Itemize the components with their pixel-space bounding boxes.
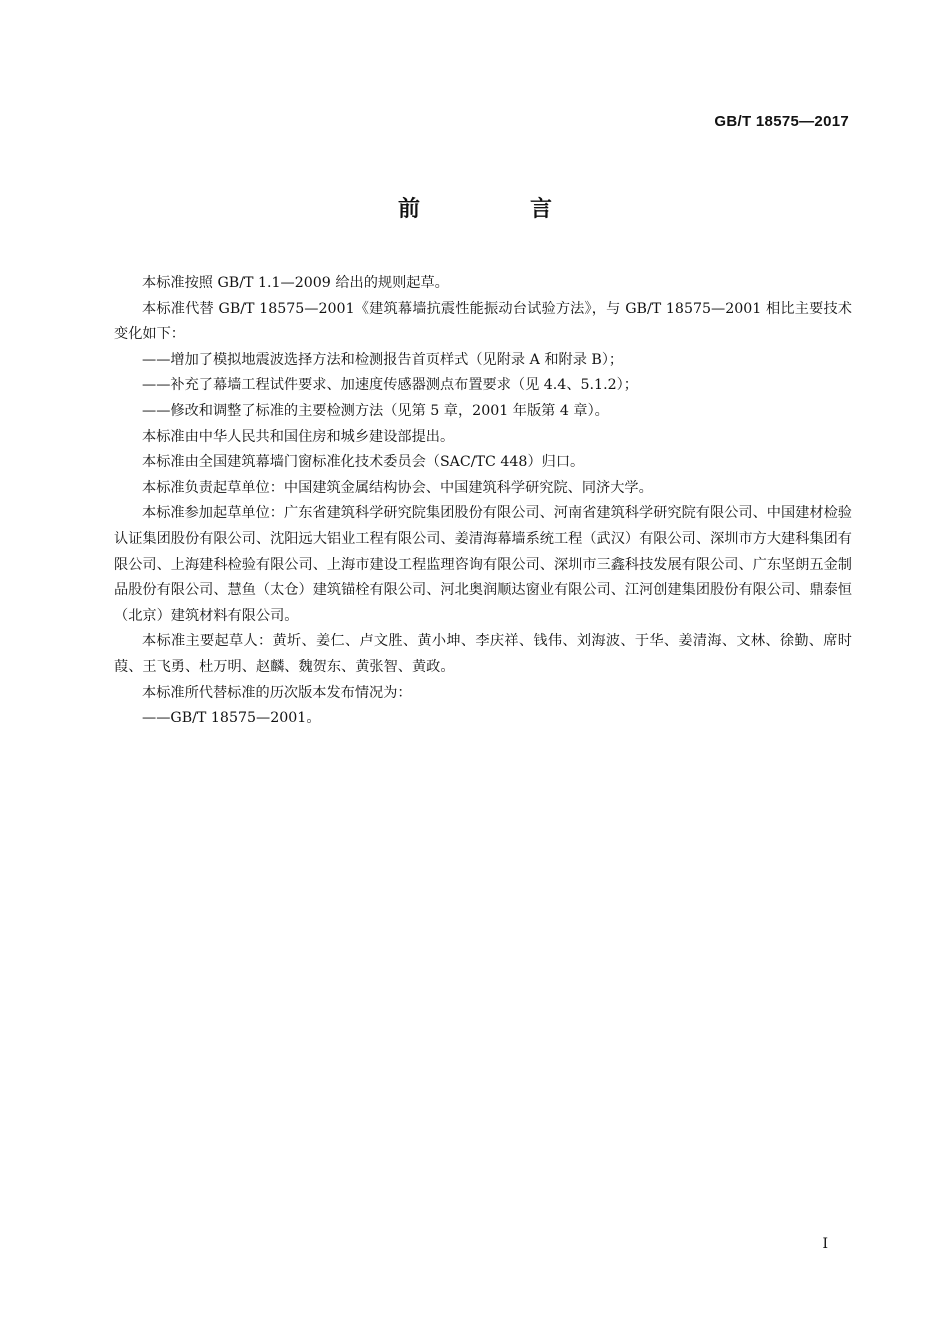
previous-edition-item: ——GB/T 18575—2001。 bbox=[142, 710, 321, 727]
paragraph-previous-editions: 本标准所代替标准的历次版本发布情况为： bbox=[142, 684, 412, 701]
change-item: ——修改和调整了标准的主要检测方法（见第 5 章，2001 年版第 4 章）。 bbox=[142, 402, 609, 419]
paragraph-lead-drafters: 本标准负责起草单位：中国建筑金属结构协会、中国建筑科学研究院、同济大学。 bbox=[142, 479, 653, 496]
paragraph-participating-drafters: 本标准参加起草单位：广东省建筑科学研究院集团股份有限公司、河南省建筑科学研究院有限公司、中国建材检验认证集团股份有限公司、沈阳远大铝业工程有限公司、姜清海幕墙系统工程（武汉）有限公司、深圳市方大建科集团有限公司、上海建科检验有限公司、上海市建设工程监理咨询有限公司、深圳市三鑫科技发展有限公司、广东坚朗五金制品股份有限公司、慧鱼（太仓）建筑锚栓有限公司、河北奥润顺达窗业有限公司、江河创建集团股份有限公司、鼎泰恒（北京）建筑材料有限公司。 bbox=[114, 505, 852, 624]
paragraph-proposed-by: 本标准由中华人民共和国住房和城乡建设部提出。 bbox=[142, 428, 455, 445]
standard-code: GB/T 18575—2017 bbox=[714, 113, 849, 130]
change-item: ——增加了模拟地震波选择方法和检测报告首页样式（见附录 A 和附录 B）； bbox=[142, 351, 624, 368]
paragraph-replacement: 本标准代替 GB/T 18575—2001《建筑幕墙抗震性能振动台试验方法》，与 GB/T 18575—2001 相比主要技术变化如下： bbox=[114, 300, 852, 343]
paragraph-centralized-by: 本标准由全国建筑幕墙门窗标准化技术委员会（SAC/TC 448）归口。 bbox=[142, 454, 585, 471]
paragraph-main-drafters: 本标准主要起草人：黄圻、姜仁、卢文胜、黄小坤、李庆祥、钱伟、刘海波、于华、姜清海、文林、徐勤、席时葭、王飞勇、杜万明、赵麟、魏贺东、黄张智、黄政。 bbox=[114, 633, 852, 675]
paragraph-drafting-rules: 本标准按照 GB/T 1.1—2009 给出的规则起草。 bbox=[142, 275, 449, 291]
page-title: 前 言 bbox=[397, 197, 596, 222]
change-item: ——补充了幕墙工程试件要求、加速度传感器测点布置要求（见 4.4、5.1.2）； bbox=[142, 377, 638, 394]
page-number: I bbox=[822, 1236, 828, 1252]
document-body bbox=[114, 271, 852, 732]
